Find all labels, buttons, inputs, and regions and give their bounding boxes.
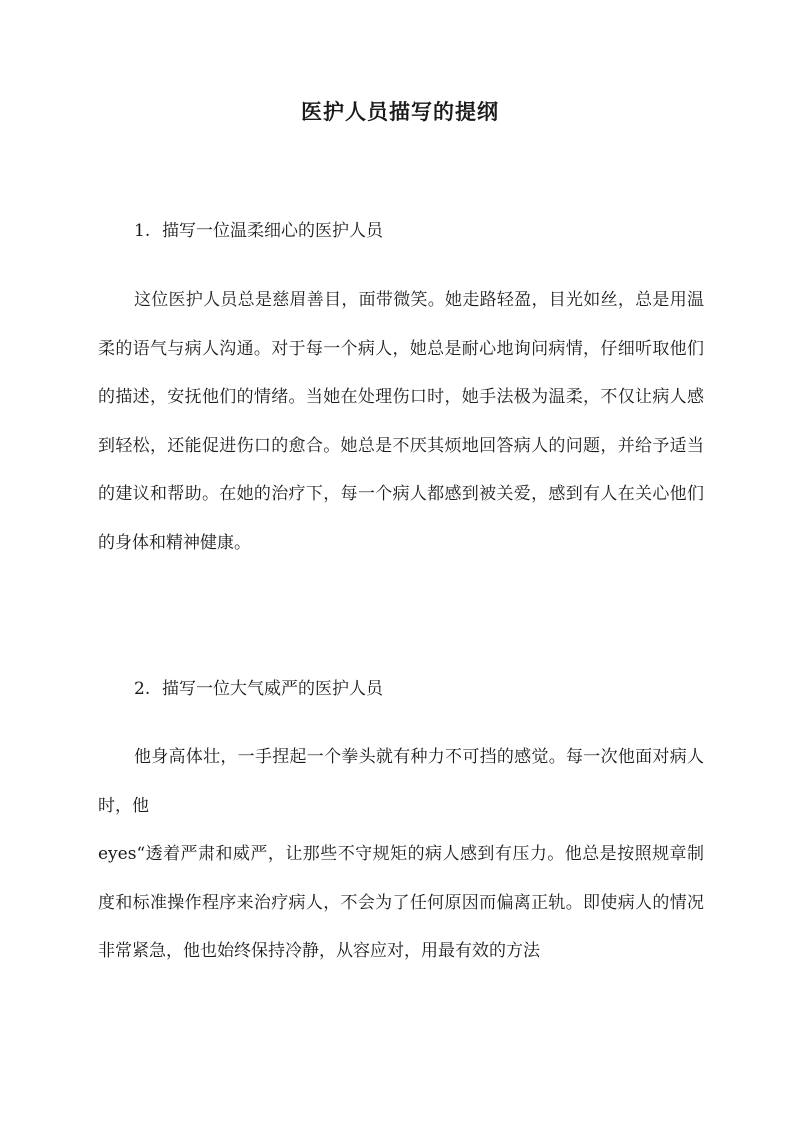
section-2-paragraph-part2: eyes“透着严肃和威严，让那些不守规矩的病人感到有压力。他总是按照规章制度和标准操作程序来治疗病人，不会为了任何原因而偏离正轨。即使病人的情况非常紧急，他也始终保持冷静，从容应对，用最有效的方法 [98,844,704,961]
section-2-paragraph [98,733,704,976]
section-2-heading [134,676,383,702]
section-2-paragraph-part1: 他身高体壮，一手捏起一个拳头就有种力不可挡的感觉。每一次他面对病人时，他 [98,747,704,816]
section-1-number: 1. [134,221,151,241]
section-1-heading [134,218,383,244]
page-title: 医护人员描写的提纲 [301,99,499,124]
section-2-number: 2. [134,679,151,699]
section-2-heading-text: 描写一位大气威严的医护人员 [162,679,383,699]
section-1-paragraph: 这位医护人员总是慈眉善目，面带微笑。她走路轻盈，目光如丝，总是用温柔的语气与病人沟通。对于每一个病人，她总是耐心地询问病情，仔细听取他们的描述，安抚他们的情绪。当她在处理伤口时，她手法极为温柔，不仅让病人感到轻松，还能促进伤口的愈合。她总是不厌其烦地回答病人的问题，并给予适当的建议和帮助。在她的治疗下，每一个病人都感到被关爱，感到有人在关心他们的身体和精神健康。 [98,290,704,553]
section-1-heading-text: 描写一位温柔细心的医护人员 [162,221,383,241]
